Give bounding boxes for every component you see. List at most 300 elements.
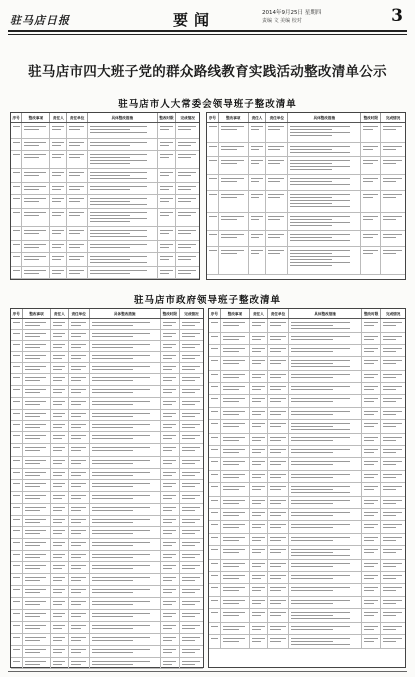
table-cell (288, 247, 361, 274)
table-cell (221, 609, 250, 622)
table-cell (381, 458, 405, 470)
table-cell (381, 319, 405, 332)
table-cell (250, 572, 268, 583)
table-row (11, 539, 203, 551)
table-row (11, 183, 199, 195)
table-cell (158, 227, 177, 240)
table-row (11, 123, 199, 139)
issue-date: 2014年9月25日 星期四 (262, 10, 322, 16)
congress-table-right (206, 112, 406, 280)
table-row (11, 330, 203, 341)
table-cell (176, 253, 199, 266)
table-cell (268, 509, 290, 520)
table-cell (176, 209, 199, 226)
table-cell (209, 333, 221, 344)
table-cell (51, 444, 68, 456)
col-header: 具体整改措施 (88, 113, 158, 122)
table-cell (161, 527, 180, 538)
table-cell (289, 408, 362, 419)
table-cell (50, 267, 67, 278)
table-cell (381, 213, 405, 230)
table-cell (381, 371, 405, 382)
col-header: 责任人 (50, 113, 67, 122)
table-cell (11, 432, 23, 443)
col-header: 整改时限 (361, 113, 381, 122)
table-cell (69, 504, 90, 515)
table-cell (268, 483, 290, 496)
table-cell (23, 551, 52, 561)
col-header: 责任人 (250, 309, 268, 318)
table-cell (288, 213, 361, 230)
table-cell (90, 341, 161, 351)
table-cell (22, 241, 50, 252)
table-cell (289, 345, 362, 356)
table-cell (381, 345, 405, 356)
table-cell (23, 610, 52, 621)
table-row (207, 213, 405, 231)
table-cell (11, 195, 22, 208)
table-cell (207, 191, 219, 212)
table-cell (158, 209, 177, 226)
table-cell (250, 395, 268, 407)
table-cell (69, 457, 90, 468)
table-cell (161, 492, 180, 503)
table-cell (180, 516, 203, 526)
table-cell (69, 634, 90, 645)
table-cell (381, 333, 405, 344)
table-cell (22, 227, 50, 240)
table-cell (90, 539, 161, 550)
table-cell (221, 357, 250, 370)
table-row (11, 551, 203, 562)
table-row (209, 546, 405, 560)
table-cell (69, 398, 90, 409)
table-cell (381, 157, 405, 174)
table-cell (250, 546, 268, 559)
table-cell (289, 609, 362, 622)
table-row (11, 253, 199, 267)
table-cell (51, 352, 68, 362)
table-row (11, 227, 199, 241)
table-cell (289, 546, 362, 559)
table-cell (289, 471, 362, 482)
table-cell (69, 527, 90, 538)
table-cell (51, 598, 68, 609)
table-cell (209, 420, 221, 433)
table-row (11, 341, 203, 352)
table-cell (11, 516, 23, 526)
table-row (11, 622, 203, 634)
table-cell (289, 371, 362, 382)
table-row (209, 560, 405, 572)
table-cell (69, 516, 90, 526)
table-cell (209, 497, 221, 508)
section-title-congress: 驻马店市人大常委会领导班子整改清单 (118, 99, 297, 110)
table-cell (250, 509, 268, 520)
table-cell (90, 492, 161, 503)
table-cell (161, 658, 180, 668)
table-cell (381, 434, 405, 445)
table-cell (362, 635, 382, 648)
table-cell (180, 527, 203, 538)
table-cell (381, 471, 405, 482)
table-cell (11, 352, 23, 362)
table-cell (11, 562, 23, 573)
col-header: 整改时限 (158, 113, 177, 122)
table-cell (180, 421, 203, 431)
table-cell (209, 483, 221, 496)
table-cell (362, 446, 382, 457)
table-cell (51, 622, 68, 633)
table-cell (11, 634, 23, 645)
table-cell (250, 357, 268, 370)
table-cell (289, 560, 362, 571)
table-cell (288, 191, 361, 212)
table-row (207, 231, 405, 247)
table-cell (266, 247, 288, 274)
table-cell (23, 492, 52, 503)
col-header: 具体整改措施 (90, 309, 161, 318)
table-cell (51, 341, 68, 351)
table-cell (90, 634, 161, 645)
table-cell (180, 658, 203, 668)
table-cell (23, 444, 52, 456)
table-cell (23, 527, 52, 538)
table-cell (180, 444, 203, 456)
table-cell (51, 646, 68, 657)
table-cell (266, 143, 288, 156)
table-cell (161, 610, 180, 621)
table-cell (207, 123, 219, 142)
table-row (207, 157, 405, 175)
table-cell (180, 457, 203, 468)
table-row (11, 319, 203, 330)
table-cell (362, 408, 382, 419)
table-cell (67, 267, 88, 278)
table-cell (249, 247, 267, 274)
table-cell (209, 446, 221, 457)
table-cell (51, 432, 68, 443)
table-cell (51, 319, 68, 329)
table-cell (50, 227, 67, 240)
table-cell (90, 598, 161, 609)
col-header: 整改事项 (219, 113, 249, 122)
table-cell (221, 371, 250, 382)
table-cell (268, 497, 290, 508)
table-row (207, 143, 405, 157)
table-cell (250, 534, 268, 545)
table-cell (266, 231, 288, 246)
table-cell (23, 622, 52, 633)
table-cell (23, 539, 52, 550)
table-cell (288, 175, 361, 190)
col-header: 整改事项 (23, 309, 52, 318)
table-row (11, 586, 203, 598)
table-row (209, 584, 405, 597)
table-cell (67, 151, 88, 168)
table-cell (221, 572, 250, 583)
table-cell (221, 597, 250, 608)
table-cell (161, 586, 180, 597)
table-cell (266, 157, 288, 174)
col-header: 完成情况 (385, 312, 401, 316)
table-cell (268, 560, 290, 571)
table-cell (361, 143, 381, 156)
table-cell (69, 610, 90, 621)
table-cell (268, 458, 290, 470)
table-row (209, 572, 405, 584)
table-cell (11, 457, 23, 468)
table-cell (381, 609, 405, 622)
table-cell (69, 444, 90, 456)
table-cell (90, 658, 161, 668)
table-cell (69, 341, 90, 351)
table-cell (50, 241, 67, 252)
table-cell (11, 169, 22, 182)
table-cell (69, 646, 90, 657)
table-cell (90, 646, 161, 657)
table-cell (289, 319, 362, 332)
table-cell (176, 151, 199, 168)
table-cell (289, 333, 362, 344)
table-cell (268, 471, 290, 482)
staff-line: 责编 文 美编 校对 (262, 18, 302, 24)
table-cell (161, 574, 180, 585)
table-cell (161, 539, 180, 550)
table-cell (219, 213, 249, 230)
table-row (11, 610, 203, 622)
table-cell (362, 319, 382, 332)
table-cell (158, 169, 177, 182)
table-row (11, 169, 199, 183)
table-cell (289, 597, 362, 608)
table-cell (221, 395, 250, 407)
table-row (209, 395, 405, 408)
table-cell (23, 410, 52, 420)
table-cell (209, 521, 221, 533)
table-cell (67, 253, 88, 266)
table-cell (51, 504, 68, 515)
table-cell (161, 410, 180, 420)
col-header: 序号 (11, 113, 22, 122)
table-cell (176, 123, 199, 138)
table-cell (161, 444, 180, 456)
table-cell (23, 634, 52, 645)
table-cell (381, 534, 405, 545)
congress-table-left (10, 112, 200, 280)
table-cell (11, 480, 23, 491)
table-row (209, 497, 405, 509)
table-cell (69, 586, 90, 597)
table-header (11, 309, 203, 319)
table-row (209, 345, 405, 357)
table-row (209, 357, 405, 371)
table-cell (249, 191, 267, 212)
col-header: 整改事项 (221, 309, 250, 318)
table-cell (180, 646, 203, 657)
table-cell (90, 469, 161, 479)
table-row (11, 374, 203, 386)
table-row (209, 471, 405, 483)
table-row (11, 562, 203, 574)
table-cell (180, 374, 203, 385)
table-cell (22, 209, 50, 226)
table-cell (180, 586, 203, 597)
table-cell (11, 646, 23, 657)
table-cell (268, 572, 290, 583)
table-cell (381, 560, 405, 571)
table-cell (11, 586, 23, 597)
table-cell (268, 584, 290, 596)
table-cell (22, 169, 50, 182)
table-cell (362, 458, 382, 470)
table-cell (221, 635, 250, 648)
table-cell (289, 434, 362, 445)
table-cell (221, 534, 250, 545)
table-cell (11, 363, 23, 373)
table-cell (67, 227, 88, 240)
table-cell (219, 175, 249, 190)
table-cell (180, 410, 203, 420)
table-cell (180, 480, 203, 491)
table-cell (250, 446, 268, 457)
table-cell (362, 623, 382, 634)
table-cell (161, 562, 180, 573)
table-cell (180, 634, 203, 645)
table-cell (250, 345, 268, 356)
masthead (8, 6, 407, 44)
table-cell (288, 231, 361, 246)
table-cell (88, 195, 158, 208)
table-cell (69, 374, 90, 385)
table-cell (90, 410, 161, 420)
table-row (209, 383, 405, 395)
table-header (209, 309, 405, 319)
table-cell (249, 213, 267, 230)
table-cell (381, 623, 405, 634)
newspaper-logo: 驻马店日报 (10, 14, 70, 27)
table-cell (90, 444, 161, 456)
table-cell (221, 446, 250, 457)
col-header: 责任单位 (69, 309, 90, 318)
table-cell (289, 357, 362, 370)
table-cell (209, 471, 221, 482)
table-cell (69, 574, 90, 585)
section-title-government: 驻马店市政府领导班子整改清单 (133, 295, 281, 306)
table-cell (209, 383, 221, 394)
table-cell (268, 546, 290, 559)
table-cell (289, 635, 362, 648)
table-row (11, 527, 203, 539)
table-cell (268, 420, 290, 433)
table-row (11, 658, 203, 669)
col-header: 完成情况 (184, 312, 199, 316)
government-table-left (10, 308, 204, 668)
table-row (209, 521, 405, 534)
table-cell (268, 357, 290, 370)
table-cell (268, 623, 290, 634)
table-cell (161, 319, 180, 329)
table-cell (67, 195, 88, 208)
table-cell (221, 546, 250, 559)
table-cell (161, 551, 180, 561)
table-cell (266, 213, 288, 230)
masthead-rule (8, 30, 407, 32)
table-cell (180, 330, 203, 340)
table-cell (361, 191, 381, 212)
table-row (11, 410, 203, 421)
table-cell (69, 386, 90, 397)
table-cell (180, 398, 203, 409)
table-cell (250, 560, 268, 571)
table-cell (90, 527, 161, 538)
table-cell (362, 597, 382, 608)
table-cell (51, 634, 68, 645)
table-cell (50, 209, 67, 226)
table-cell (161, 504, 180, 515)
table-cell (161, 646, 180, 657)
table-cell (90, 574, 161, 585)
table-cell (250, 458, 268, 470)
table-cell (11, 551, 23, 561)
table-cell (90, 622, 161, 633)
table-cell (90, 480, 161, 491)
table-row (11, 398, 203, 410)
table-row (11, 421, 203, 432)
table-cell (289, 383, 362, 394)
table-cell (221, 521, 250, 533)
table-cell (209, 597, 221, 608)
table-cell (69, 492, 90, 503)
table-cell (250, 383, 268, 394)
table-cell (67, 241, 88, 252)
table-cell (209, 546, 221, 559)
table-cell (250, 623, 268, 634)
table-cell (11, 527, 23, 538)
section-name: 要闻 (173, 11, 216, 29)
col-header: 整改时限 (161, 309, 180, 318)
table-cell (23, 562, 52, 573)
table-cell (51, 562, 68, 573)
table-row (11, 209, 199, 227)
table-cell (268, 319, 290, 332)
table-cell (288, 143, 361, 156)
table-cell (250, 408, 268, 419)
table-cell (11, 658, 23, 668)
table-row (209, 371, 405, 383)
table-cell (161, 432, 180, 443)
table-cell (11, 139, 22, 150)
table-cell (381, 597, 405, 608)
table-row (11, 504, 203, 516)
table-cell (88, 123, 158, 138)
table-cell (88, 227, 158, 240)
table-cell (250, 371, 268, 382)
table-cell (51, 374, 68, 385)
table-cell (249, 175, 267, 190)
table-row (209, 408, 405, 420)
table-row (11, 386, 203, 398)
table-cell (88, 169, 158, 182)
table-cell (219, 143, 249, 156)
table-cell (289, 497, 362, 508)
table-cell (180, 469, 203, 479)
table-cell (362, 371, 382, 382)
table-cell (268, 609, 290, 622)
table-cell (23, 330, 52, 340)
table-row (209, 333, 405, 345)
table-cell (289, 446, 362, 457)
